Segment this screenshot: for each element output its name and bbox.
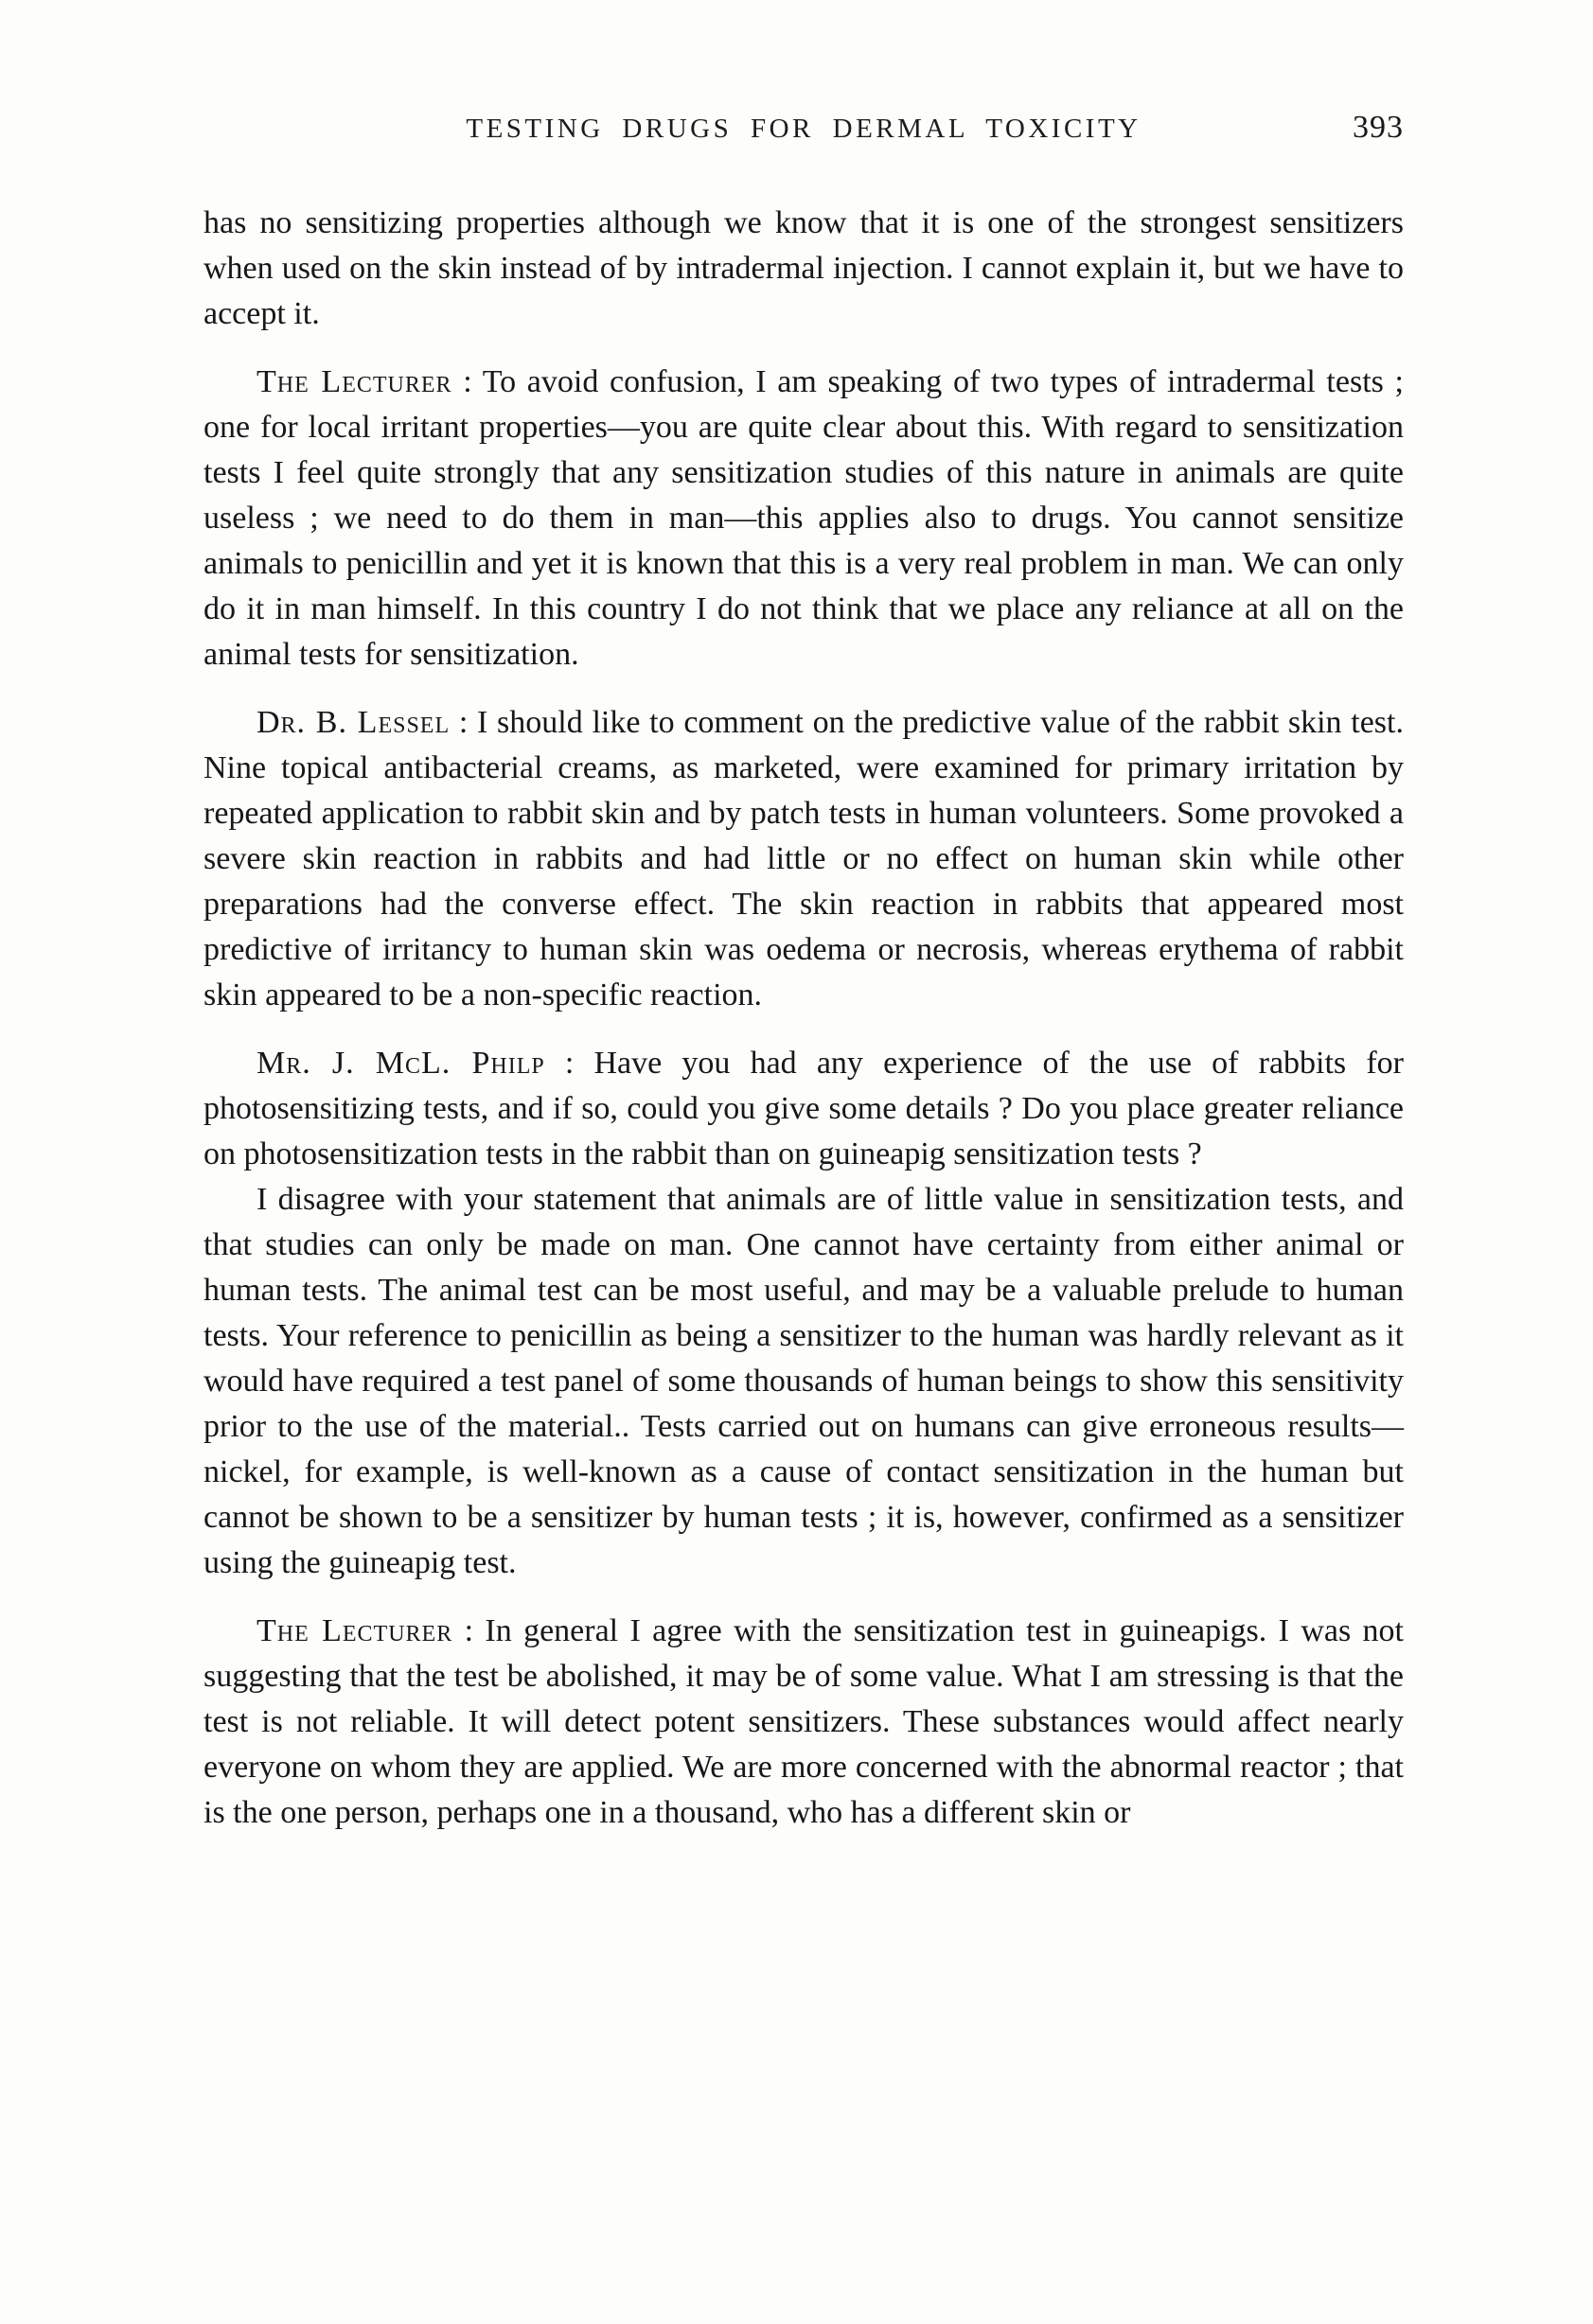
paragraph [204,1609,1404,1836]
paragraph-text: has no sensitizing properties although we know that it is one of the strongest sensitizers when used on the skin instead of by intradermal injection. I cannot explain it, but we have to accept it. [204,205,1404,331]
speaker-name: Dr. B. Lessel [257,705,451,740]
page-number: 393 [1353,110,1404,145]
paragraph [204,1041,1404,1177]
paragraph [204,1177,1404,1586]
speaker-name: The Lecturer [257,364,452,399]
running-title: TESTING DRUGS FOR DERMAL TOXICITY [466,114,1142,144]
paragraph [204,700,1404,1018]
paragraph-text: : Have you had any experience of the use of rabbits for photosensitizing tests, and if so, could you give some details ? Do you place greater reliance on photosensitization tests in the rabbit than on guineapig sensitization tests ? [204,1046,1404,1171]
page-header [204,110,1404,157]
speaker-name: Mr. J. McL. Philp [257,1046,545,1081]
paragraph-text: : I should like to comment on the predictive value of the rabbit skin test. Nine topical antibacterial creams, as marketed, were examined for primary irritation by repeated application to rabbit skin and by patch tests in human volunteers. Some provoked a severe skin reaction in rabbits and had little or no effect on human skin while other preparations had the converse effect. The skin reaction in rabbits that appeared most predictive of irritancy to human skin was oedema or necrosis, whereas erythema of rabbit skin appeared to be a non-specific reaction. [204,705,1404,1012]
speaker-name: The Lecturer [257,1613,453,1648]
paragraph [204,201,1404,337]
paragraph [204,360,1404,678]
paragraph-text: : To avoid confusion, I am speaking of two types of intradermal tests ; one for local irritant properties—you are quite clear about this. With regard to sensitization tests I feel quite strongly that any sensitization studies of this nature in animals are quite useless ; we need to do them in man—this applies also to drugs. You cannot sensitize animals to penicillin and yet it is known that this is a very real problem in man. We can only do it in man himself. In this country I do not think that we place any reliance at all on the animal tests for sensitization. [204,364,1404,672]
paragraph-text: I disagree with your statement that animals are of little value in sensitization tests, and that studies can only be made on man. One cannot have certainty from either animal or human tests. The animal test can be most useful, and may be a valuable prelude to human tests. Your reference to penicillin as being a sensitizer to the human was hardly relevant as it would have required a test panel of some thousands of human beings to show this sensitivity prior to the use of the material.. Tests carried out on humans can give erroneous results—nickel, for example, is well-known as a cause of contact sensitization in the human but cannot be shown to be a sensitizer by human tests ; it is, however, confirmed as a sensitizer using the guineapig test. [204,1182,1404,1580]
page-body [204,201,1404,1836]
paragraph-text: : In general I agree with the sensitization test in guineapigs. I was not suggesting that the test be abolished, it may be of some value. What I am stressing is that the test is not reliable. It will detect potent sensitizers. These substances would affect nearly everyone on whom they are applied. We are more concerned with the abnormal reactor ; that is the one person, perhaps one in a thousand, who has a different skin or [204,1613,1404,1830]
